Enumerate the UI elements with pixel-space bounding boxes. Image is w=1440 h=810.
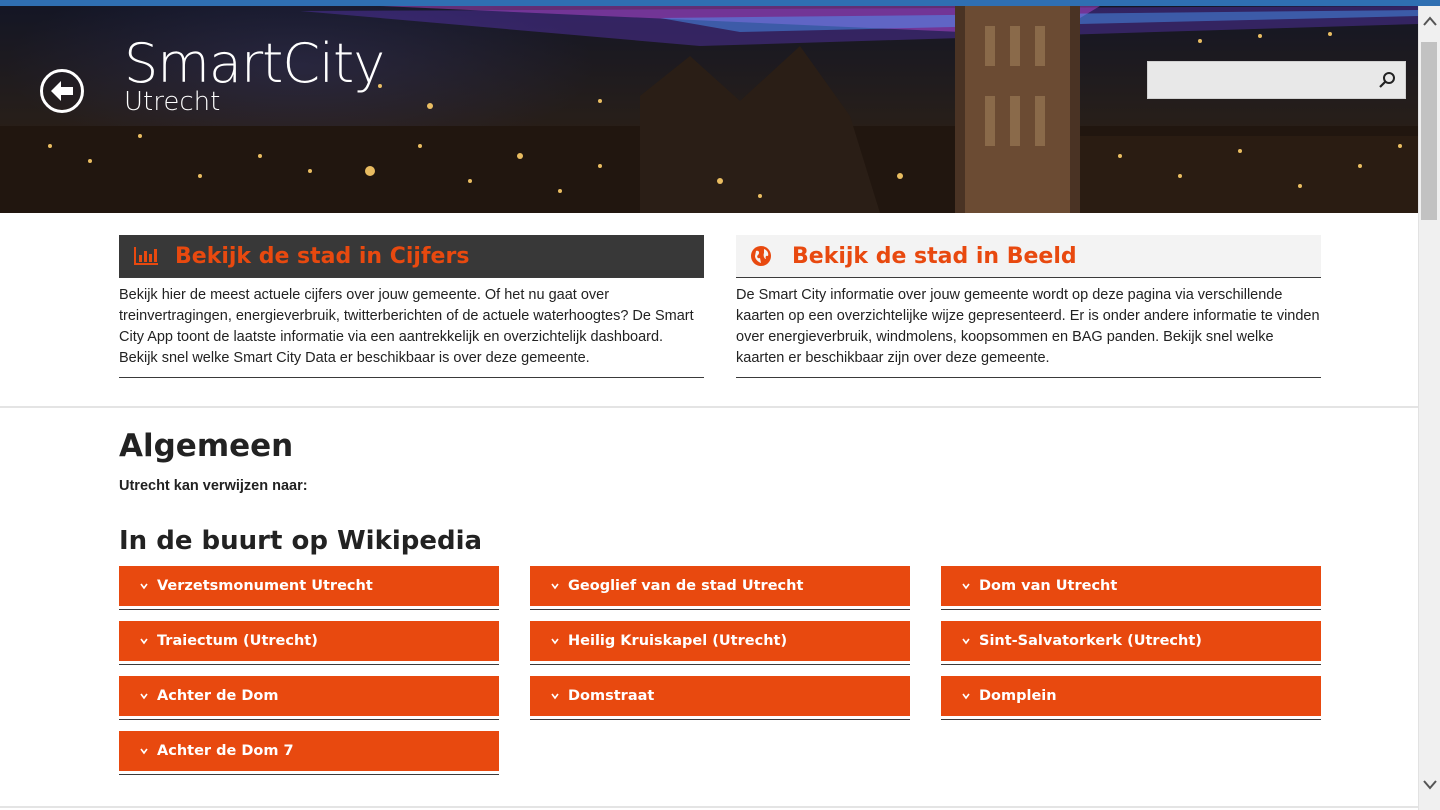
wikipedia-item[interactable] — [119, 731, 499, 774]
wikipedia-item-label: Geoglief van de stad Utrecht — [568, 578, 804, 594]
vertical-scrollbar[interactable] — [1418, 6, 1440, 810]
card-beeld-description: De Smart City informatie over jouw gemeente wordt op deze pagina via verschillende kaarten op een overzichtelijke wijze gepresenteerd. Er is onder andere informatie te vinden over energieverbruik, windmolens, koopsommen en BAG panden. Bekijk snel welke kaarten er beschikbaar zijn over deze gemeente. — [736, 278, 1321, 378]
chevron-down-icon — [961, 691, 971, 701]
card-cijfers — [119, 235, 704, 378]
card-beeld-header[interactable] — [736, 235, 1321, 278]
card-cijfers-description: Bekijk hier de meest actuele cijfers over jouw gemeente. Of het nu gaat over treinvertragingen, energieverbruik, twitterberichten of de actuele waterhoogtes? De Smart City App toont de laatste informatie via een aantrekkelijk en overzichtelijk dashboard. Bekijk snel welke Smart City Data er beschikbaar is over deze gemeente. — [119, 278, 704, 378]
card-beeld — [736, 235, 1321, 378]
chevron-down-icon — [139, 746, 149, 756]
search-input[interactable] — [1154, 68, 1369, 94]
wikipedia-item[interactable] — [119, 676, 499, 719]
card-cijfers-title: Bekijk de stad in Cijfers — [175, 243, 470, 269]
chevron-down-icon — [550, 636, 560, 646]
wikipedia-item[interactable] — [530, 676, 910, 719]
bar-chart-icon — [133, 245, 159, 267]
card-cijfers-header[interactable] — [119, 235, 704, 278]
globe-icon — [750, 245, 776, 267]
wikipedia-item[interactable] — [530, 621, 910, 664]
scrollbar-thumb[interactable] — [1421, 42, 1437, 220]
wikipedia-item-label: Achter de Dom — [157, 688, 279, 704]
chevron-down-icon — [139, 691, 149, 701]
chevron-down-icon — [961, 636, 971, 646]
chevron-down-icon — [961, 581, 971, 591]
chevron-down-icon — [550, 581, 560, 591]
scroll-up-icon[interactable] — [1423, 16, 1437, 26]
wikipedia-heading: In de buurt op Wikipedia — [119, 526, 483, 556]
header-banner — [0, 6, 1418, 213]
wikipedia-item[interactable] — [530, 566, 910, 609]
card-beeld-title: Bekijk de stad in Beeld — [792, 243, 1077, 269]
wikipedia-item[interactable] — [119, 621, 499, 664]
wikipedia-item-label: Heilig Kruiskapel (Utrecht) — [568, 633, 788, 649]
bottom-divider — [0, 806, 1418, 808]
wikipedia-item[interactable] — [941, 676, 1321, 719]
wikipedia-item-label: Domplein — [979, 688, 1057, 704]
search-button[interactable] — [1369, 62, 1405, 98]
section-divider — [0, 406, 1418, 408]
city-name: Utrecht — [124, 87, 221, 117]
scroll-down-icon[interactable] — [1423, 780, 1437, 790]
wikipedia-item-label: Dom van Utrecht — [979, 578, 1118, 594]
wikipedia-item[interactable] — [941, 621, 1321, 664]
chevron-down-icon — [139, 581, 149, 591]
search-box — [1147, 61, 1406, 99]
wikipedia-item-label: Sint-Salvatorkerk (Utrecht) — [979, 633, 1202, 649]
back-arrow-icon — [49, 78, 75, 104]
wikipedia-item-label: Verzetsmonument Utrecht — [157, 578, 373, 594]
chevron-down-icon — [550, 691, 560, 701]
app-brand — [124, 34, 384, 116]
wikipedia-item[interactable] — [941, 566, 1321, 609]
wikipedia-item[interactable] — [119, 566, 499, 609]
wikipedia-list — [119, 566, 1321, 774]
general-heading: Algemeen — [119, 428, 294, 464]
app-title: SmartCity — [124, 32, 385, 95]
refers-to-text: Utrecht kan verwijzen naar: — [119, 478, 308, 494]
search-icon — [1369, 62, 1405, 98]
wikipedia-item-label: Achter de Dom 7 — [157, 743, 294, 759]
back-button[interactable] — [40, 69, 84, 113]
wikipedia-item-label: Traiectum (Utrecht) — [157, 633, 318, 649]
wikipedia-item-label: Domstraat — [568, 688, 655, 704]
chevron-down-icon — [139, 636, 149, 646]
